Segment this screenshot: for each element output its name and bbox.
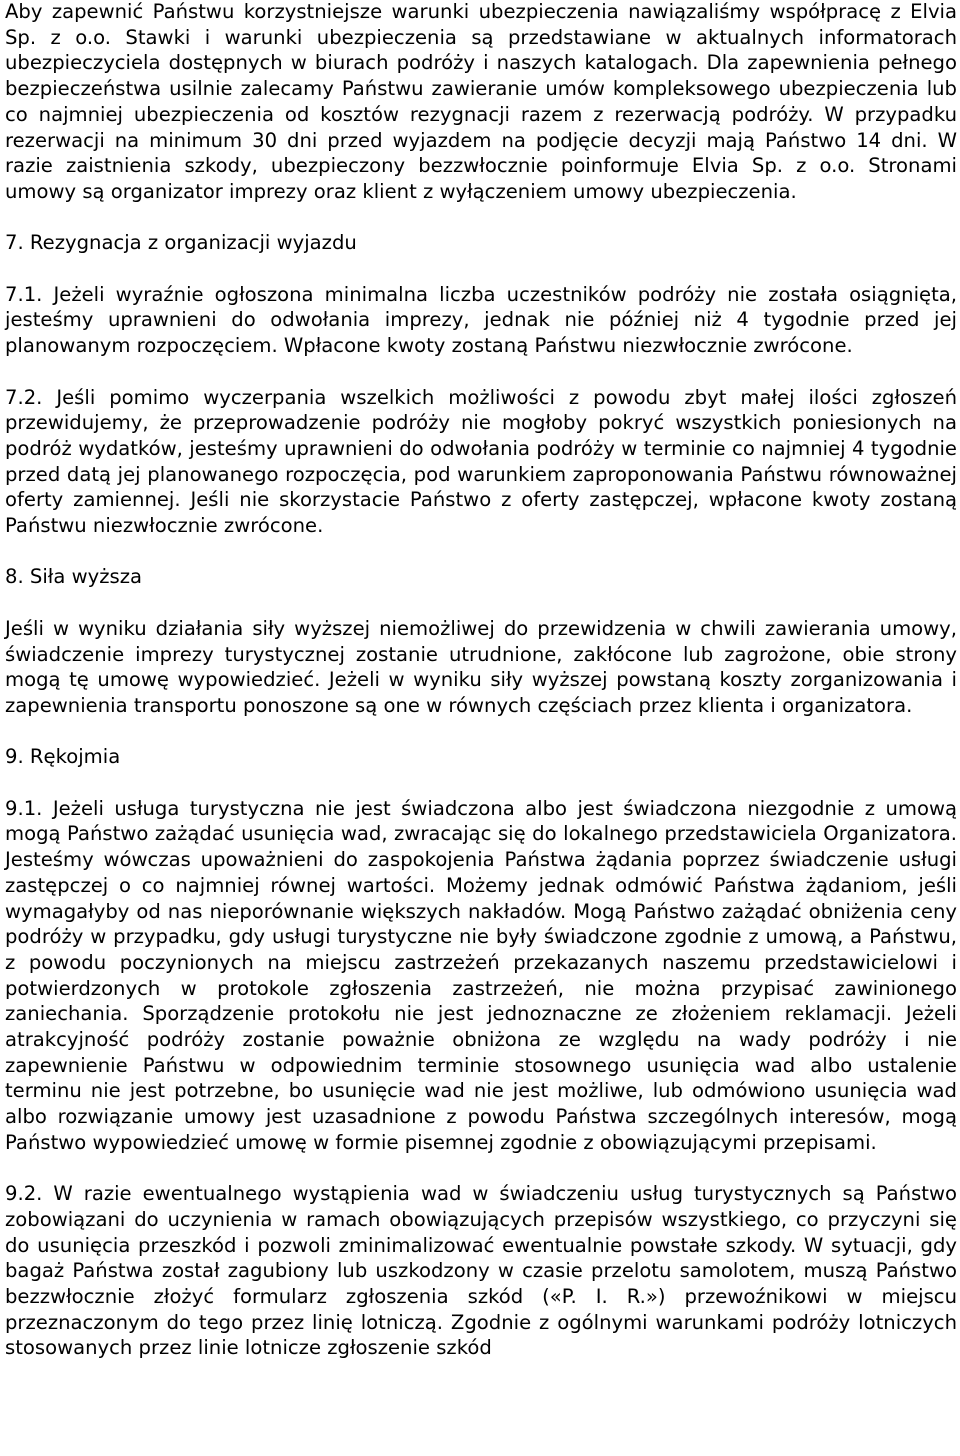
paragraph-7-2: 7.2. Jeśli pomimo wyczerpania wszelkich możliwości z powodu zbyt małej ilości zgłoszeń przewidujemy, że przeprowadzenie podróży nie mogłoby pokryć wszystkich poniesionych na podróż wydatków, jesteśmy uprawnieni do odwołania podróży w terminie co najmniej 4 tygodnie przed datą jej planowanego rozpoczęcia, pod warunkiem zaproponowania Państwu równoważnej oferty zamiennej. Jeśli nie skorzystacie Państwo z oferty zastępczej, wpłacone kwoty zostaną Państwu niezwłocznie zwrócone. [5,385,957,538]
paragraph-gap [5,590,957,616]
paragraph-7-1: 7.1. Jeżeli wyraźnie ogłoszona minimalna liczba uczestników podróży nie została osiągnięta, jesteśmy uprawnieni do odwołania imprezy, jednak nie później niż 4 tygodnie przed jej planowanym rozpoczęciem. Wpłacone kwoty zostaną Państwu niezwłocznie zwrócone. [5,282,957,358]
paragraph-gap [5,770,957,796]
paragraph-9-1: 9.1. Jeżeli usługa turystyczna nie jest świadczona albo jest świadczona niezgodnie z umową mogą Państwo zażądać usunięcia wad, zwracając się do lokalnego przedstawiciela Organizatora. Jesteśmy wówczas upoważnieni do zaspokojenia Państwa żądania poprzez świadczenie usługi zastępczej o co najmniej równej wartości. Możemy jednak odmówić Państwa żądaniom, jeśli wymagałyby od nas nieporównanie większych nakładów. Mogą Państwo zażądać obniżenia ceny podróży w przypadku, gdy usługi turystyczne nie były świadczone zgodnie z umową, a Państwu, z powodu poczynionych na miejscu zastrzeżeń przekazanych naszemu przedstawicielowi i potwierdzonych w protokole zgłoszenia zastrzeżeń, nie można przypisać zawinionego zaniechania. Sporządzenie protokołu nie jest jednoznaczne ze złożeniem reklamacji. Jeżeli atrakcyjność podróży zostanie poważnie obniżona ze względu na wady podróży i nie zapewnienie Państwu w odpowiednim terminie stosownego usunięcia wad albo ustalenie terminu nie jest potrzebne, bo usunięcie wad nie jest możliwe, lub odmówiono usunięcia wad albo rozwiązanie umowy jest uzasadnione z powodu Państwa szczególnych interesów, mogą Państwo wypowiedzieć umowę w formie pisemnej zgodnie z obowiązującymi przepisami. [5,796,957,1154]
section-heading-9: 9. Rękojmia [5,745,121,769]
section-heading-7: 7. Rezygnacja z organizacji wyjazdu [5,231,357,255]
document-page [5,0,957,1361]
paragraph-gap [5,539,957,565]
section-heading-8: 8. Siła wyższa [5,565,143,589]
paragraph-gap [5,719,957,745]
paragraph-gap [5,1156,957,1182]
paragraph-gap [5,205,957,231]
paragraph-gap [5,359,957,385]
paragraph-gap [5,256,957,282]
paragraph-8: Jeśli w wyniku działania siły wyższej niemożliwej do przewidzenia w chwili zawierania umowy, świadczenie imprezy turystycznej zostanie utrudnione, zakłócone lub zagrożone, obie strony mogą tę umowę wypowiedzieć. Jeżeli w wyniku siły wyższej powstaną koszty zorganizowania i zapewnienia transportu ponoszone są one w równych częściach przez klienta i organizatora. [5,616,957,717]
paragraph-9-2: 9.2. W razie ewentualnego wystąpienia wad w świadczeniu usług turystycznych są Państwo zobowiązani do uczynienia w ramach obowiązujących przepisów wszystkiego, co przyczyni się do usunięcia przeszkód i pozwoli zminimalizować ewentualnie powstałe szkody. W sytuacji, gdy bagaż Państwa został zagubiony lub uszkodzony w czasie przelotu samolotem, muszą Państwo bezzwłocznie złożyć formularz zgłoszenia szkód («P. I. R.») przewoźnikowi w miejscu przeznaczonym do tego przez linię lotniczą. Zgodnie z ogólnymi warunkami podróży lotniczych stosowanych przez linie lotnicze zgłoszenie szkód [5,1182,957,1360]
paragraph-insurance: Aby zapewnić Państwu korzystniejsze warunki ubezpieczenia nawiązaliśmy współpracę z Elvia Sp. z o.o. Stawki i warunki ubezpieczenia są przedstawiane w aktualnych informatorach ubezpieczyciela dostępnych w biurach podróży i naszych katalogach. Dla zapewnienia pełnego bezpieczeństwa usilnie zalecamy Państwu zawieranie umów kompleksowego ubezpieczenia lub co najmniej ubezpieczenia od kosztów rezygnacji razem z rezerwacją podróży. W przypadku rezerwacji na minimum 30 dni przed wyjazdem na podjęcie decyzji mają Państwo 14 dni. W razie zaistnienia szkody, ubezpieczony bezzwłocznie poinformuje Elvia Sp. z o.o. Stronami umowy są organizator imprezy oraz klient z wyłączeniem umowy ubezpieczenia. [5,0,957,203]
